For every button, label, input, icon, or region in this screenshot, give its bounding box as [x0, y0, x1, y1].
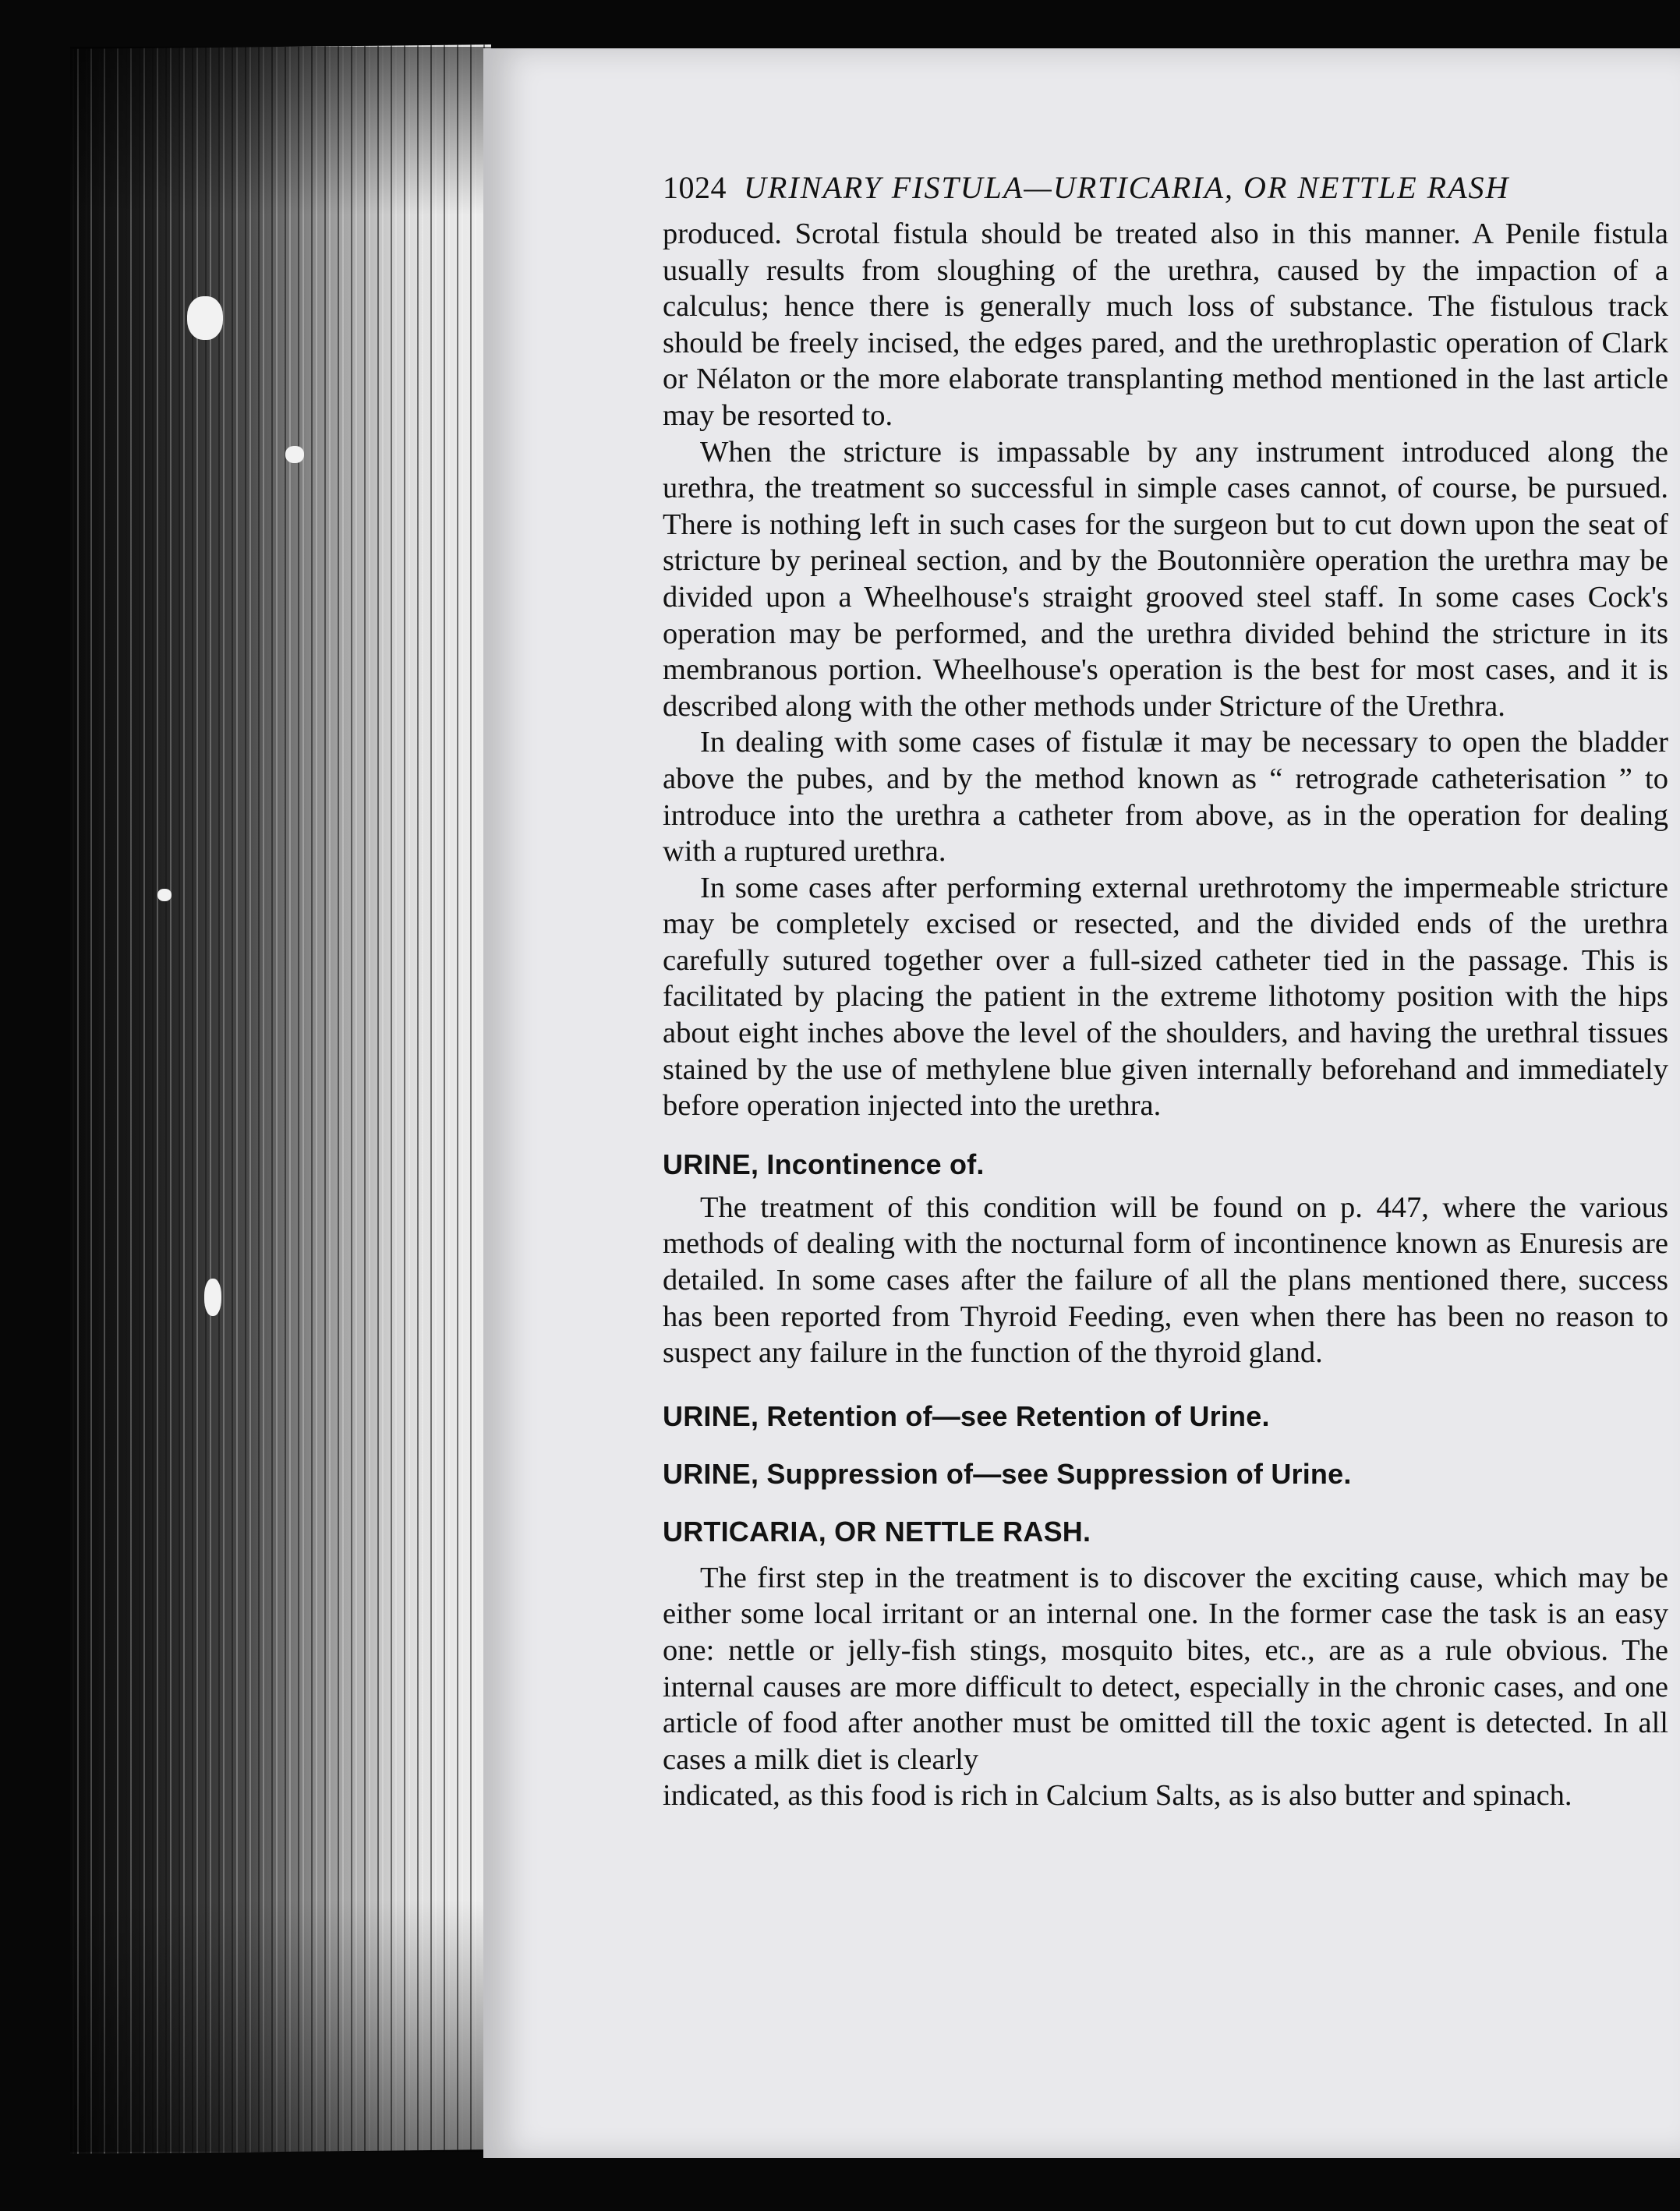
dust-speck — [157, 889, 172, 901]
running-header — [663, 160, 1668, 216]
heading-urine-incontinence: URINE, Incontinence of. — [663, 1148, 985, 1180]
running-title: URINARY FISTULA—URTICARIA, OR NETTLE RASH — [744, 170, 1510, 205]
dust-speck — [204, 1279, 221, 1316]
paragraph-urticaria-last-line: indicated, as this food is rich in Calcium Salts, as is also butter and spinach. — [663, 1779, 1572, 1813]
heading-urine-suppression: URINE, Suppression of—see Suppression of Urine. — [663, 1457, 1352, 1490]
dust-speck — [285, 446, 304, 463]
paragraph-excised-stricture: In some cases after performing external urethrotomy the impermeable stricture may be completely excised or resected, and the divided ends of the urethra carefully sutured together over a full-sized catheter tied in the passage. This is facilitated by placing the patient in the extreme lithotomy position with the hips about eight inches above the level of the shoulders, and having the urethral tissues stained by the use of methylene blue given internally beforehand and immediately before operation injected into the urethra. — [663, 871, 1668, 1123]
paragraph-penile-fistula: produced. Scrotal fistula should be treated also in this manner. A Penile fistula usually results from sloughing of the urethra, caused by the impaction of a calculus; hence there is generally much loss of substance. The fistulous track should be freely incised, the edges pared, and the urethroplastic operation of Clark or Nélaton or the more elaborate transplanting method mentioned in the last article may be resorted to. — [663, 218, 1668, 432]
heading-urticaria: URTICARIA, OR NETTLE RASH. — [663, 1515, 1091, 1548]
page-edge-shadow — [70, 47, 491, 2152]
paragraph-retrograde-catheterisation: In dealing with some cases of fistulæ it may be necessary to open the bladder above the pubes, and by the method known as “ retrograde catheterisation ” to introduce into the urethra a catheter from above, as in the operation for dealing with a ruptured urethra. — [663, 726, 1668, 868]
page-content — [663, 160, 1668, 1814]
paragraph-incontinence: The treatment of this condition will be found on p. 447, where the various methods of dealing with the nocturnal form of incontinence known as Enuresis are detailed. In some cases after the failure of all the plans mentioned there, success has been reported from Thyroid Feeding, even when there has been no reason to suspect any failure in the function of the thyroid gland. — [663, 1190, 1668, 1370]
dust-speck — [187, 296, 223, 340]
paragraph-urticaria-treatment: The first step in the treatment is to discover the exciting cause, which may be either some local irritant or an internal one. In the former case the task is an easy one: nettle or jelly-fish stings, mosquito bites, etc., are as a rule obvious. The internal causes are more difficult to detect, especially in the chronic cases, and one article of food after another must be omitted till the toxic agent is detected. In all cases a milk diet is clearly — [663, 1561, 1668, 1776]
paragraph-impassable-stricture: When the stricture is impassable by any instrument introduced along the urethra, the treatment so successful in simple cases cannot, of course, be pursued. There is nothing left in such cases for the surgeon but to cut down upon the seat of stricture by perineal section, and by the Boutonnière operation the urethra may be divided upon a Wheelhouse's straight grooved steel staff. In some cases Cock's operation may be performed, and the urethra divided behind the stricture in its membranous portion. Wheelhouse's operation is the best for most cases, and it is described along with the other methods under Stricture of the Urethra. — [663, 435, 1668, 723]
heading-urine-retention: URINE, Retention of—see Retention of Urine. — [663, 1399, 1270, 1432]
page-number: 1024 — [663, 170, 727, 205]
